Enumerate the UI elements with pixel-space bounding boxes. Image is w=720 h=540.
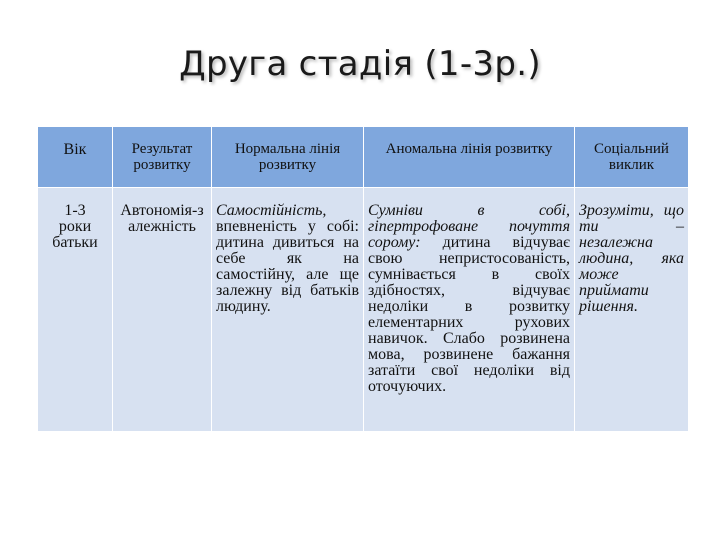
age-range: 1-3 <box>64 202 86 219</box>
age-unit: роки <box>58 218 92 235</box>
normal-text: впевненість у собі: дитина дивиться на себе як на самостійну, але ще залежну від батьків людину. <box>216 218 359 315</box>
header-normal-line: Нормальна лінія розвитку <box>212 127 364 188</box>
header-age: Вік <box>38 127 113 188</box>
normal-term: Самостійність, <box>216 202 327 219</box>
abnormal-text: дитина відчуває свою непристосованість, сумнівається в своїх здібностях, відчуває недоліки в розвитку елементарних рухових навичок. Слабо розвинена мова, розвинене бажання затаїти свої недоліки від оточуючих. <box>368 234 571 395</box>
cell-age <box>38 188 113 432</box>
table-header-row <box>38 127 689 188</box>
cell-normal-line <box>212 188 364 432</box>
cell-social-challenge: Зрозуміти, що ти – незалежна людина, яка може приймати рішення. <box>575 188 689 432</box>
table-row <box>38 188 689 432</box>
cell-result: Автономія-залежність <box>113 188 212 432</box>
abnormal-term: Сумніви в собі, гіпертрофоване почуття сорому: <box>368 202 570 251</box>
development-stage-table <box>37 126 689 432</box>
age-relation: батьки <box>52 234 98 251</box>
header-social-challenge: Соціальний виклик <box>575 127 689 188</box>
cell-abnormal-line <box>364 188 575 432</box>
header-abnormal-line: Аномальна лінія розвитку <box>364 127 575 188</box>
header-result: Результат розвитку <box>113 127 212 188</box>
slide-title: Друга стадія (1-3р.) <box>179 44 541 84</box>
